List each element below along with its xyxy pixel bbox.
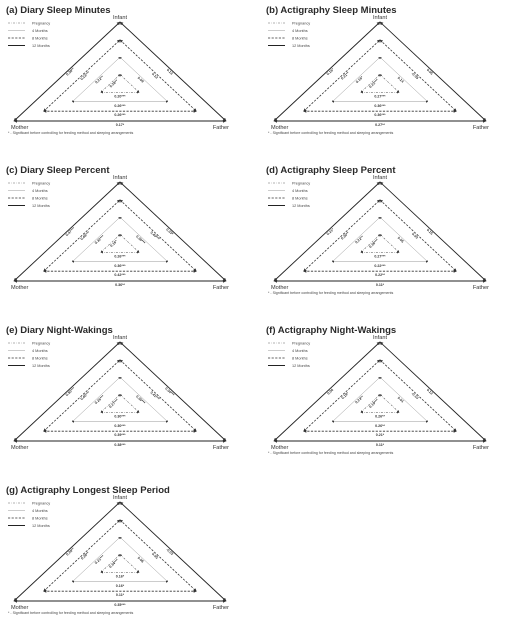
value-mother-infant: 0.32*** — [94, 234, 105, 246]
triangle-1 — [72, 377, 167, 428]
value-mother-father: 0.36*** — [374, 103, 386, 108]
legend-label: 8 Months — [292, 36, 308, 41]
value-mother-father: 0.27*** — [374, 94, 386, 99]
legend-label: 4 Months — [32, 28, 48, 33]
vertex-mother: Mother — [11, 125, 29, 131]
value-infant-father: 0.15 — [425, 227, 434, 236]
value-infant-father: 0.34*** — [164, 386, 176, 398]
triangle-0 — [101, 554, 139, 578]
value-infant-father: 0.41*** — [149, 390, 161, 402]
legend-label: 4 Months — [32, 508, 48, 513]
value-mother-infant: 0.16* — [109, 239, 119, 248]
legend-label: Pregnancy — [292, 341, 311, 346]
vertex-mother: Mother — [11, 605, 29, 611]
value-infant-father: 0.39*** — [135, 234, 146, 246]
triangle-1 — [332, 377, 427, 428]
value-infant-father: 0.12 — [150, 71, 159, 80]
vertex-mother: Mother — [11, 285, 29, 291]
legend-label: 8 Months — [32, 516, 48, 521]
value-mother-father: 0.39*** — [114, 433, 126, 438]
value-infant-father: 0.12 — [425, 387, 434, 396]
legend-label: 12 Months — [292, 203, 310, 208]
legend-label: 4 Months — [32, 188, 48, 193]
value-infant-father: -0.10 — [410, 391, 420, 401]
vertex-infant: Infant — [373, 175, 387, 181]
value-mother-infant: 0.47*** — [64, 226, 76, 238]
value-infant-father: 0.09 — [136, 75, 145, 84]
value-mother-infant: 0.34*** — [108, 558, 120, 569]
value-mother-father: 0.27*** — [374, 254, 386, 259]
value-mother-infant: 0.28** — [80, 551, 91, 561]
value-mother-father: 0.22** — [375, 273, 385, 278]
value-mother-father: 0.11* — [115, 593, 125, 598]
vertex-infant: Infant — [113, 15, 127, 21]
value-mother-father: 0.30*** — [114, 423, 126, 428]
legend-label: Pregnancy — [32, 21, 51, 26]
value-infant-father: 0.06 — [136, 555, 145, 564]
panel-title: (e) Diary Night-Wakings — [6, 325, 113, 336]
triangle-1 — [72, 217, 167, 268]
value-mother-infant: 0.28** — [108, 78, 119, 89]
value-infant-father: 0.14 — [396, 75, 405, 84]
value-mother-infant: 0.21** — [340, 71, 351, 81]
value-mother-infant: 0.50*** — [64, 386, 76, 398]
edge-infant-father — [120, 554, 139, 572]
legend-label: Pregnancy — [292, 181, 311, 186]
value-mother-father: 0.26*** — [114, 103, 126, 108]
vertex-father: Father — [472, 125, 489, 131]
legend-label: 8 Months — [32, 36, 48, 41]
value-mother-infant: 0.16* — [325, 67, 335, 77]
legend-label: 12 Months — [32, 203, 50, 208]
value-infant-father: 0.35*** — [135, 394, 146, 406]
value-mother-infant: 0.22** — [354, 234, 365, 245]
vertex-mother: Mother — [271, 285, 289, 291]
vertex-father: Father — [212, 285, 229, 291]
panel-title: (d) Actigraphy Sleep Percent — [266, 165, 396, 176]
vertex-mother: Mother — [271, 445, 289, 451]
value-mother-infant: 0.23** — [354, 394, 365, 405]
legend-label: Pregnancy — [32, 341, 51, 346]
value-mother-father: 0.17* — [115, 123, 125, 127]
vertex-infant: Infant — [113, 175, 127, 181]
value-mother-infant: 0.22** — [94, 74, 105, 85]
value-mother-father: 0.26** — [375, 414, 385, 419]
panel-e — [6, 325, 229, 451]
edge-infant-father — [380, 394, 399, 412]
panel-c — [6, 165, 229, 291]
legend-label: 4 Months — [32, 348, 48, 353]
vertex-infant: Infant — [113, 495, 127, 501]
edge-infant-father — [380, 234, 399, 252]
vertex-infant: Infant — [113, 335, 127, 341]
value-mother-father: 0.11* — [375, 283, 385, 287]
value-mother-infant: 0.21* — [325, 227, 335, 237]
vertex-father: Father — [472, 285, 489, 291]
value-infant-father: 0.05 — [150, 551, 159, 560]
panel-f — [266, 325, 489, 455]
legend — [268, 21, 310, 48]
legend-label: 12 Months — [32, 43, 50, 48]
legend-label: 4 Months — [292, 348, 308, 353]
value-mother-infant: 0.19* — [340, 391, 350, 401]
footnote: * - Significant before controlling for feeding method and sleeping arrangements — [268, 131, 394, 135]
legend-label: Pregnancy — [32, 501, 51, 506]
edge-infant-father — [380, 74, 399, 92]
value-mother-infant: 0.27*** — [108, 398, 120, 409]
vertex-father: Father — [212, 605, 229, 611]
value-infant-father: 0.00 — [410, 231, 419, 240]
value-infant-father: 0.05 — [425, 67, 434, 76]
value-mother-infant: 0.19*** — [368, 398, 380, 409]
vertex-father: Father — [212, 445, 229, 451]
value-mother-infant: 0.21*** — [94, 554, 105, 566]
value-mother-infant: 0.26*** — [94, 394, 105, 406]
panel-title: (c) Diary Sleep Percent — [6, 165, 110, 176]
panel-b — [266, 5, 489, 135]
vertex-infant: Infant — [373, 15, 387, 21]
value-mother-father: 0.30*** — [114, 414, 126, 419]
value-mother-infant: 0.38** — [65, 66, 76, 77]
legend-label: 12 Months — [292, 43, 310, 48]
value-infant-father: 0.01 — [396, 395, 405, 404]
value-mother-father: 0.27** — [375, 123, 385, 127]
legend-label: 12 Months — [292, 363, 310, 368]
value-mother-father: 0.36*** — [374, 113, 386, 118]
value-mother-infant: 0.48*** — [79, 230, 91, 242]
value-infant-father: -0.05 — [410, 71, 420, 81]
legend-label: 8 Months — [32, 356, 48, 361]
value-mother-infant: 0.40*** — [79, 390, 91, 402]
legend-label: 4 Months — [292, 188, 308, 193]
legend — [8, 341, 50, 368]
panel-g — [6, 485, 229, 615]
value-mother-infant: 0.36*** — [368, 238, 380, 249]
legend-label: 8 Months — [32, 196, 48, 201]
legend-label: 4 Months — [292, 28, 308, 33]
value-mother-father: 0.26*** — [114, 113, 126, 118]
value-mother-father: 0.16* — [115, 583, 125, 588]
value-mother-father: 0.11* — [375, 443, 385, 447]
value-mother-father: 0.20*** — [114, 94, 126, 99]
vertex-father: Father — [472, 445, 489, 451]
legend — [268, 181, 310, 208]
value-infant-father: 0.05 — [396, 235, 405, 244]
legend-label: 8 Months — [292, 356, 308, 361]
legend — [8, 501, 50, 528]
vertex-mother: Mother — [271, 125, 289, 131]
legend-label: 8 Months — [292, 196, 308, 201]
value-mother-father: 0.26*** — [114, 254, 126, 259]
value-mother-father: 0.36*** — [114, 263, 126, 268]
footnote: * - Significant before controlling for feeding method and sleeping arrangements — [268, 291, 394, 295]
vertex-father: Father — [212, 125, 229, 131]
panel-d — [266, 165, 489, 295]
value-mother-infant: 0.16* — [355, 75, 364, 85]
vertex-mother: Mother — [11, 445, 29, 451]
footnote: * - Significant before controlling for feeding method and sleeping arrangements — [8, 611, 134, 615]
legend-label: 12 Months — [32, 363, 50, 368]
edge-infant-father — [120, 74, 139, 92]
triangle-1 — [332, 217, 427, 268]
value-infant-father: 0.40*** — [149, 230, 161, 242]
footnote: * - Significant before controlling for feeding method and sleeping arrangements — [268, 451, 394, 455]
footnote: * - Significant before controlling for feeding method and sleeping arrangements — [8, 131, 134, 135]
triangle-0 — [361, 74, 399, 98]
triangle-0 — [101, 394, 139, 418]
triangle-0 — [101, 74, 139, 98]
value-mother-father: 0.22*** — [374, 263, 386, 268]
legend-label: 12 Months — [32, 523, 50, 528]
triangle-1 — [72, 57, 167, 108]
panel-title: (g) Actigraphy Longest Sleep Period — [6, 485, 170, 496]
value-mother-infant: 0.28** — [65, 546, 76, 557]
value-mother-infant: 0.30** — [340, 231, 351, 241]
panel-a — [6, 5, 229, 135]
value-mother-infant: 0.23*** — [79, 70, 91, 82]
legend-label: Pregnancy — [292, 21, 311, 26]
value-mother-father: 0.35*** — [114, 603, 126, 607]
value-mother-father: 0.36** — [115, 283, 125, 287]
value-mother-father: 0.38*** — [114, 443, 126, 447]
triangle-1 — [72, 537, 167, 588]
triangle-0 — [361, 394, 399, 418]
value-mother-infant: 0.22*** — [368, 78, 380, 89]
value-mother-father: 0.21* — [375, 433, 385, 438]
panel-title: (a) Diary Sleep Minutes — [6, 5, 111, 16]
value-infant-father: -0.03 — [165, 547, 175, 557]
legend — [8, 21, 50, 48]
legend — [8, 181, 50, 208]
vertex-infant: Infant — [373, 335, 387, 341]
triangle-0 — [101, 234, 139, 258]
panel-title: (f) Actigraphy Night-Wakings — [266, 325, 397, 336]
value-mother-father: 0.42*** — [114, 273, 126, 278]
legend-label: Pregnancy — [32, 181, 51, 186]
value-infant-father: 0.13 — [165, 67, 174, 76]
value-mother-father: 0.26** — [375, 423, 385, 428]
value-mother-infant: 0.06 — [326, 387, 335, 396]
value-infant-father: 0.33* — [165, 227, 175, 237]
triangle-1 — [332, 57, 427, 108]
triangle-0 — [361, 234, 399, 258]
panel-title: (b) Actigraphy Sleep Minutes — [266, 5, 397, 16]
legend — [268, 341, 310, 368]
value-mother-father: 0.16* — [115, 574, 125, 579]
